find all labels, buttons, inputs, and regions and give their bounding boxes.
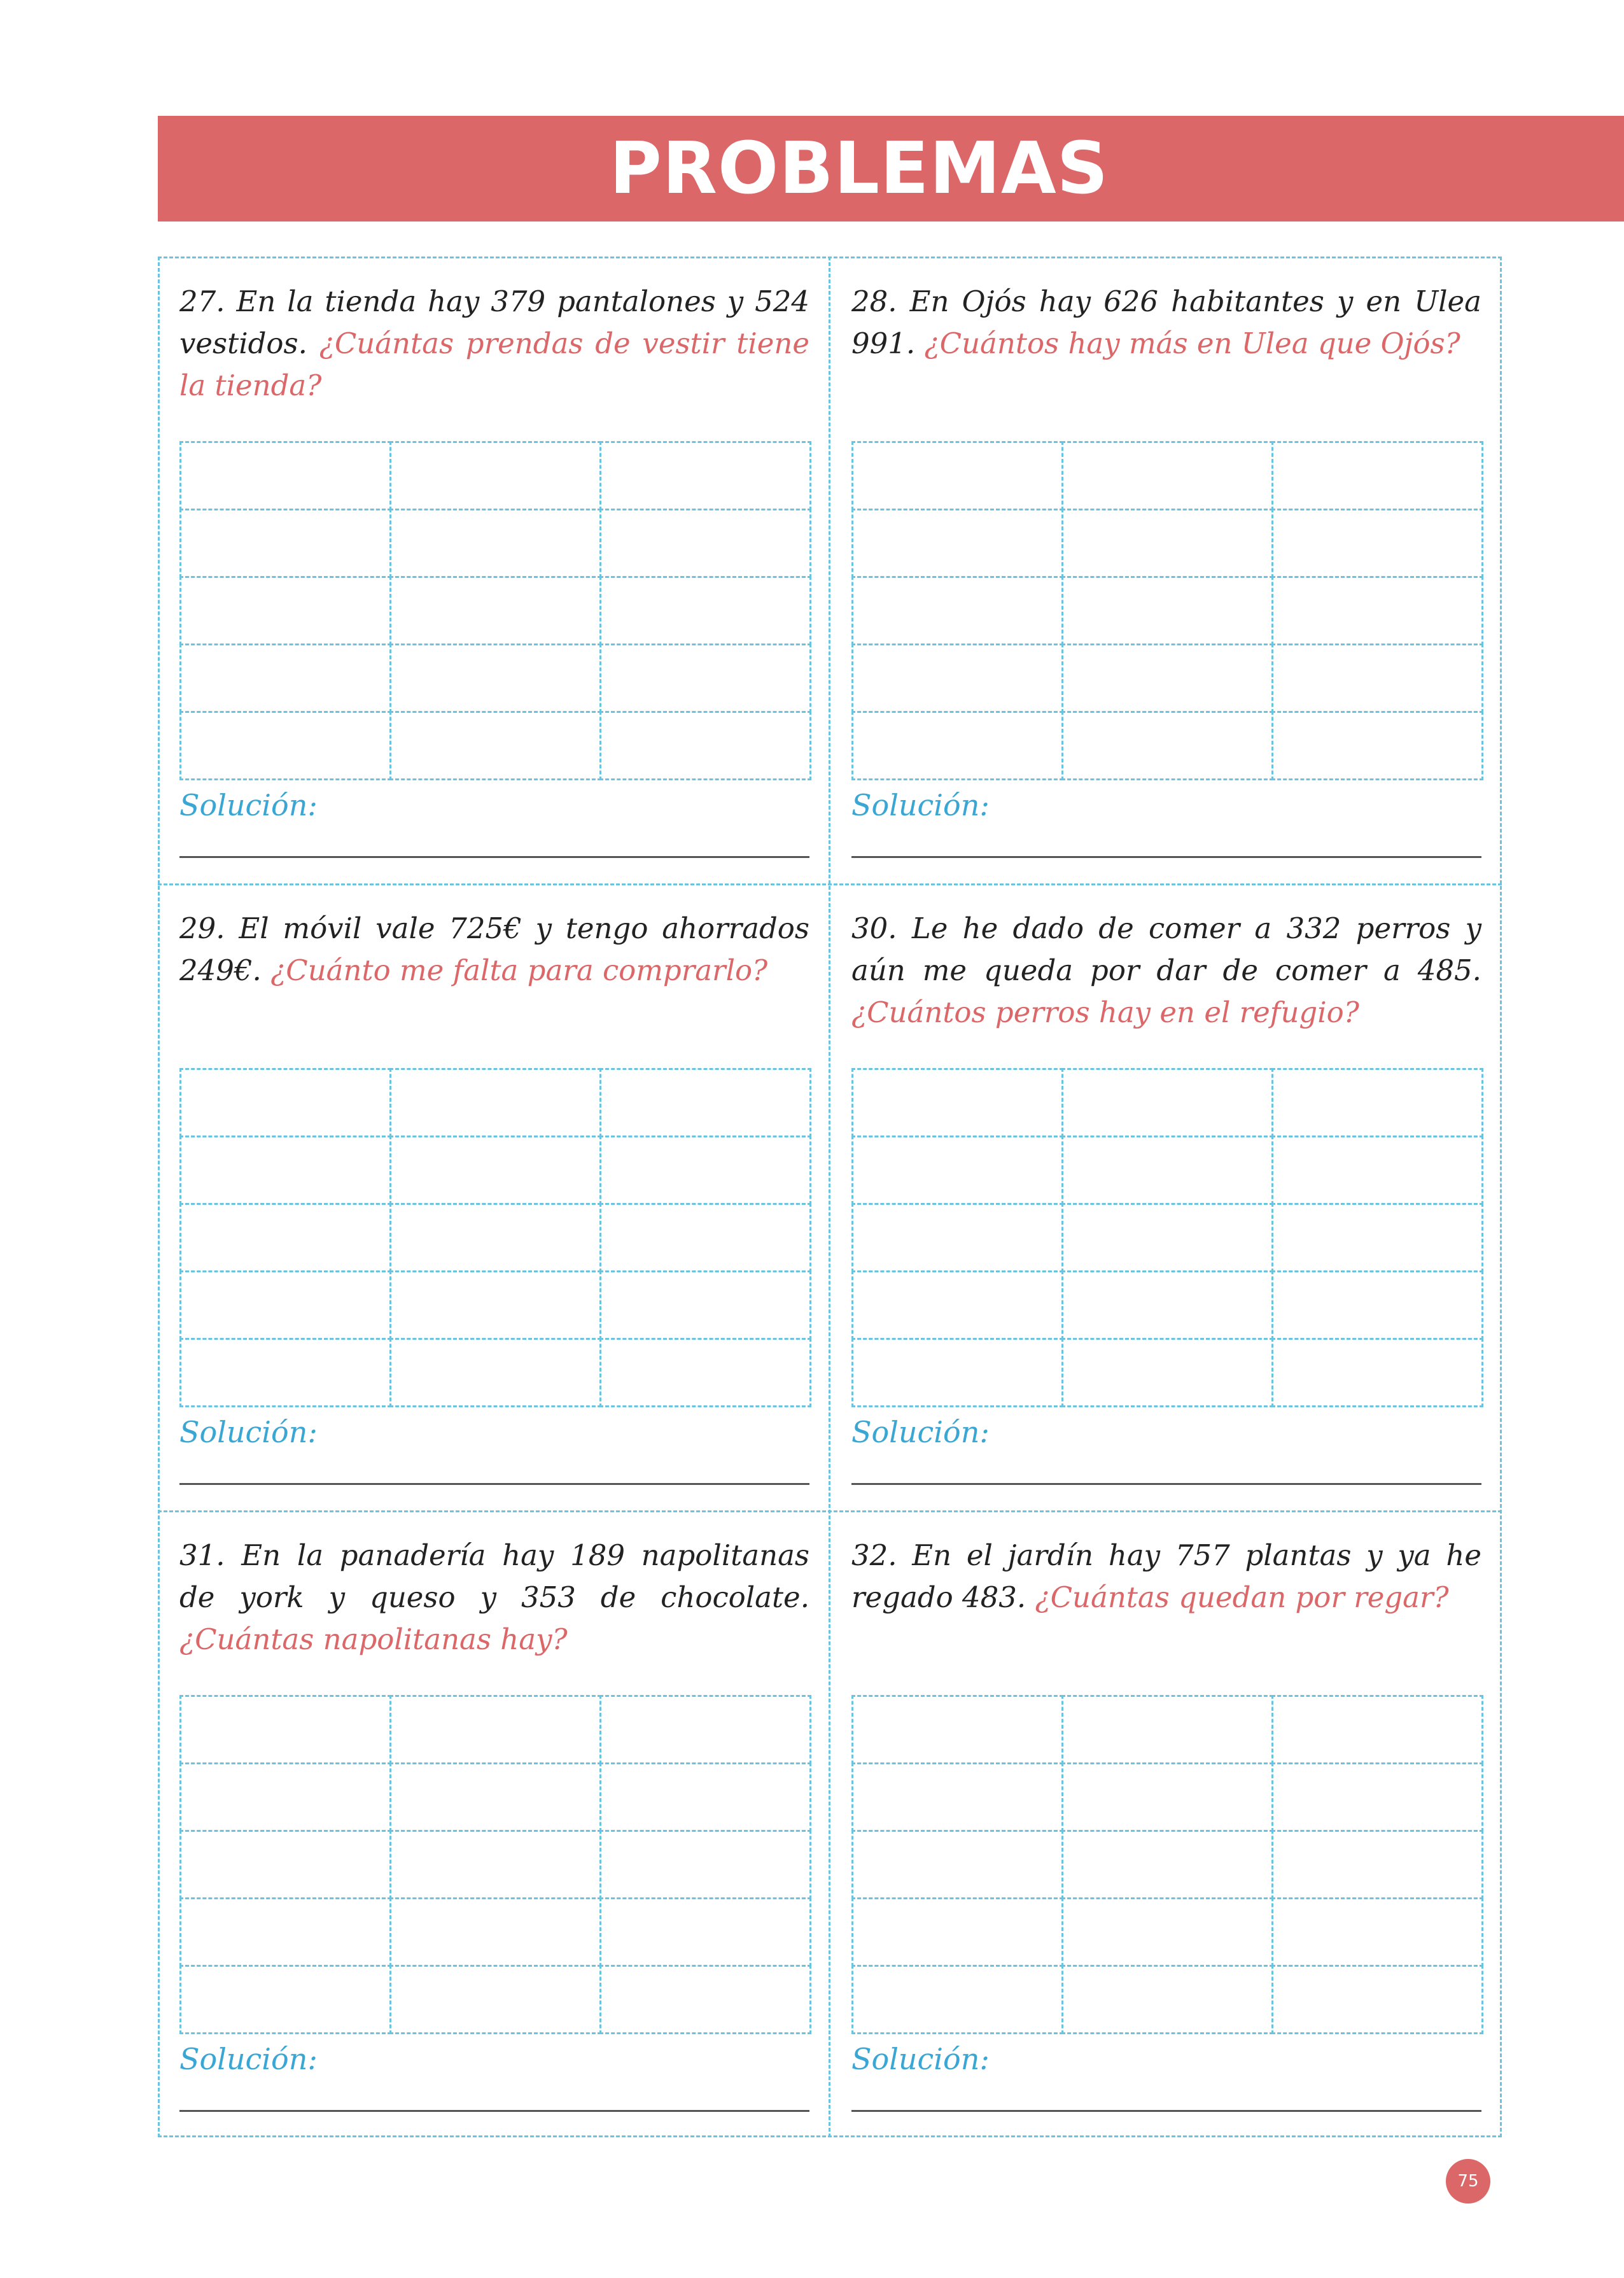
- grid-cell[interactable]: [1061, 576, 1273, 645]
- problem-32: [830, 1510, 1502, 2137]
- grid-cell[interactable]: [1061, 1830, 1273, 1899]
- page-title: PROBLEMAS: [609, 127, 1109, 210]
- grid-cell[interactable]: [851, 643, 1063, 713]
- solution-answer-line[interactable]: [851, 2110, 1481, 2112]
- grid-cell[interactable]: [599, 576, 811, 645]
- grid-cell[interactable]: [1061, 1897, 1273, 1967]
- grid-cell[interactable]: [1271, 1830, 1483, 1899]
- grid-cell[interactable]: [599, 1068, 811, 1137]
- grid-cell[interactable]: [179, 711, 391, 780]
- grid-cell[interactable]: [179, 1897, 391, 1967]
- grid-cell[interactable]: [1271, 711, 1483, 780]
- solution-label: Solución:: [179, 788, 318, 822]
- work-grid[interactable]: [851, 441, 1481, 778]
- grid-cell[interactable]: [851, 1203, 1063, 1272]
- grid-cell[interactable]: [1271, 576, 1483, 645]
- grid-cell[interactable]: [179, 1830, 391, 1899]
- grid-cell[interactable]: [179, 509, 391, 578]
- grid-cell[interactable]: [179, 1762, 391, 1832]
- grid-cell[interactable]: [599, 1270, 811, 1340]
- grid-cell[interactable]: [599, 1695, 811, 1764]
- work-grid[interactable]: [179, 1068, 809, 1405]
- grid-cell[interactable]: [1061, 1695, 1273, 1764]
- grid-cell[interactable]: [1061, 509, 1273, 578]
- grid-cell[interactable]: [1271, 1068, 1483, 1137]
- grid-cell[interactable]: [1271, 1897, 1483, 1967]
- solution-label: Solución:: [179, 2042, 318, 2076]
- grid-cell[interactable]: [599, 1135, 811, 1205]
- work-grid[interactable]: [851, 1068, 1481, 1405]
- grid-cell[interactable]: [179, 1203, 391, 1272]
- grid-cell[interactable]: [389, 576, 601, 645]
- problem-statement: 32. En el jardín hay 757 plantas y ya he regado 483.: [851, 1538, 1481, 1614]
- grid-cell[interactable]: [179, 643, 391, 713]
- grid-cell[interactable]: [179, 1270, 391, 1340]
- solution-answer-line[interactable]: [179, 1483, 809, 1485]
- problem-text: [851, 1535, 1481, 1619]
- work-grid[interactable]: [179, 441, 809, 778]
- problem-statement: 29. El móvil vale 725€ y tengo ahorrados 249€.: [179, 911, 809, 987]
- problem-question: ¿Cuántas napolitanas hay?: [179, 1622, 568, 1656]
- grid-cell[interactable]: [1061, 1203, 1273, 1272]
- problem-29: [158, 883, 830, 1510]
- grid-cell[interactable]: [1061, 1762, 1273, 1832]
- problem-statement: 31. En la panadería hay 189 napolitanas de york y queso y 353 de chocolate.: [179, 1538, 809, 1614]
- grid-cell[interactable]: [599, 1897, 811, 1967]
- problem-question: ¿Cuántas quedan por regar?: [1035, 1580, 1449, 1614]
- problem-question: ¿Cuántas prendas de vestir tiene la tienda?: [179, 327, 809, 402]
- grid-cell[interactable]: [599, 1762, 811, 1832]
- grid-cell[interactable]: [851, 576, 1063, 645]
- solution-label: Solución:: [851, 2042, 990, 2076]
- grid-cell[interactable]: [179, 1068, 391, 1137]
- grid-cell[interactable]: [599, 1203, 811, 1272]
- grid-cell[interactable]: [1271, 1695, 1483, 1764]
- grid-cell[interactable]: [1061, 711, 1273, 780]
- problem-28: [830, 257, 1502, 883]
- grid-cell[interactable]: [1061, 441, 1273, 510]
- grid-cell[interactable]: [599, 1965, 811, 2034]
- grid-cell[interactable]: [851, 1068, 1063, 1137]
- problem-27: [158, 257, 830, 883]
- grid-cell[interactable]: [1271, 1338, 1483, 1407]
- grid-cell[interactable]: [851, 1695, 1063, 1764]
- grid-cell[interactable]: [851, 1762, 1063, 1832]
- grid-cell[interactable]: [1271, 441, 1483, 510]
- grid-cell[interactable]: [389, 1203, 601, 1272]
- work-grid[interactable]: [851, 1695, 1481, 2032]
- problem-statement: 28. En Ojós hay 626 habitantes y en Ulea 991.: [851, 285, 1481, 360]
- grid-cell[interactable]: [389, 1830, 601, 1899]
- grid-cell[interactable]: [851, 1897, 1063, 1967]
- grid-cell[interactable]: [1271, 1203, 1483, 1272]
- grid-cell[interactable]: [851, 441, 1063, 510]
- grid-cell[interactable]: [851, 1338, 1063, 1407]
- problem-text: [851, 908, 1481, 1034]
- grid-cell[interactable]: [851, 509, 1063, 578]
- solution-label: Solución:: [179, 1415, 318, 1449]
- problem-text: [851, 281, 1481, 365]
- grid-cell[interactable]: [851, 1135, 1063, 1205]
- grid-cell[interactable]: [389, 441, 601, 510]
- grid-cell[interactable]: [599, 711, 811, 780]
- grid-cell[interactable]: [389, 711, 601, 780]
- problem-question: ¿Cuántos perros hay en el refugio?: [851, 995, 1359, 1029]
- grid-cell[interactable]: [179, 1338, 391, 1407]
- grid-cell[interactable]: [1271, 509, 1483, 578]
- solution-answer-line[interactable]: [179, 2110, 809, 2112]
- grid-cell[interactable]: [1271, 1135, 1483, 1205]
- grid-cell[interactable]: [599, 1338, 811, 1407]
- problem-31: [158, 1510, 830, 2137]
- grid-cell[interactable]: [1061, 1135, 1273, 1205]
- problem-text: [179, 1535, 809, 1661]
- grid-cell[interactable]: [1061, 1965, 1273, 2034]
- grid-cell[interactable]: [851, 711, 1063, 780]
- problem-text: [179, 908, 809, 992]
- header-banner: [158, 116, 1624, 221]
- grid-cell[interactable]: [1061, 643, 1273, 713]
- solution-answer-line[interactable]: [179, 856, 809, 858]
- problem-statement: 27. En la tienda hay 379 pantalones y 524 vestidos.: [179, 285, 809, 360]
- grid-cell[interactable]: [179, 1695, 391, 1764]
- problem-30: [830, 883, 1502, 1510]
- grid-cell[interactable]: [851, 1270, 1063, 1340]
- grid-cell[interactable]: [389, 1068, 601, 1137]
- problem-question: ¿Cuánto me falta para comprarlo?: [270, 953, 768, 987]
- grid-cell[interactable]: [599, 1830, 811, 1899]
- grid-cell[interactable]: [599, 643, 811, 713]
- problem-question: ¿Cuántos hay más en Ulea que Ojós?: [924, 327, 1460, 360]
- grid-cell[interactable]: [389, 1270, 601, 1340]
- grid-cell[interactable]: [389, 1695, 601, 1764]
- grid-cell[interactable]: [179, 576, 391, 645]
- grid-cell[interactable]: [851, 1830, 1063, 1899]
- grid-cell[interactable]: [1271, 1270, 1483, 1340]
- grid-cell[interactable]: [389, 1897, 601, 1967]
- grid-cell[interactable]: [389, 1965, 601, 2034]
- problem-statement: 30. Le he dado de comer a 332 perros y aún me queda por dar de comer a 485.: [851, 911, 1481, 987]
- grid-cell[interactable]: [389, 1135, 601, 1205]
- grid-cell[interactable]: [851, 1965, 1063, 2034]
- solution-label: Solución:: [851, 1415, 990, 1449]
- grid-cell[interactable]: [179, 441, 391, 510]
- grid-cell[interactable]: [389, 1338, 601, 1407]
- grid-cell[interactable]: [389, 1762, 601, 1832]
- solution-label: Solución:: [851, 788, 990, 822]
- solution-answer-line[interactable]: [851, 856, 1481, 858]
- grid-cell[interactable]: [1271, 1965, 1483, 2034]
- grid-cell[interactable]: [599, 441, 811, 510]
- page-number-badge: 75: [1446, 2159, 1490, 2204]
- solution-answer-line[interactable]: [851, 1483, 1481, 1485]
- grid-cell[interactable]: [179, 1135, 391, 1205]
- grid-cell[interactable]: [1271, 643, 1483, 713]
- grid-cell[interactable]: [389, 643, 601, 713]
- grid-cell[interactable]: [1061, 1338, 1273, 1407]
- grid-cell[interactable]: [1061, 1068, 1273, 1137]
- problems-grid: [158, 257, 1502, 2137]
- grid-cell[interactable]: [1061, 1270, 1273, 1340]
- grid-cell[interactable]: [179, 1965, 391, 2034]
- grid-cell[interactable]: [599, 509, 811, 578]
- grid-cell[interactable]: [1271, 1762, 1483, 1832]
- grid-cell[interactable]: [389, 509, 601, 578]
- work-grid[interactable]: [179, 1695, 809, 2032]
- problem-text: [179, 281, 809, 407]
